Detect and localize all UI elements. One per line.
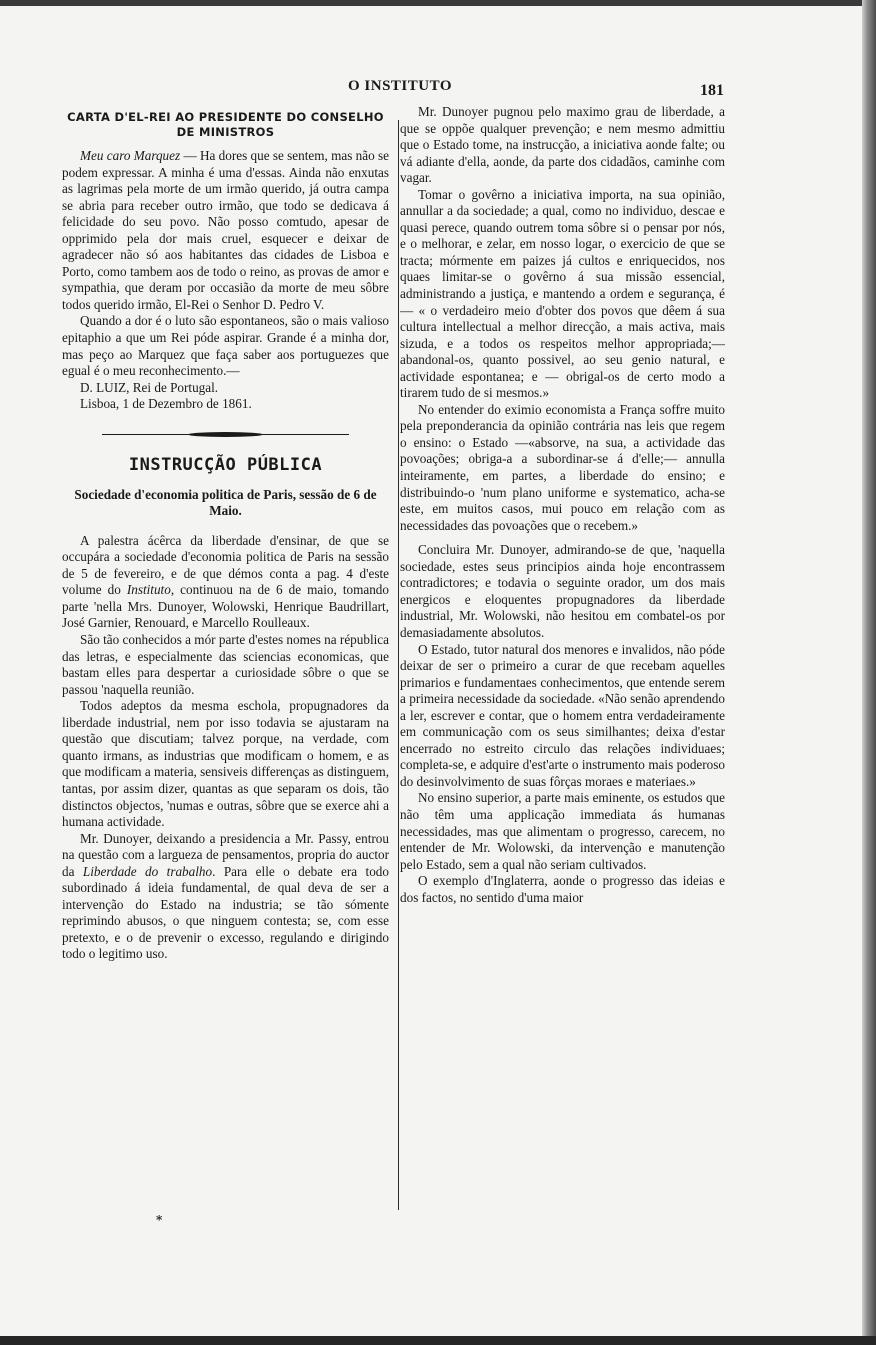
- journal-reference: Instituto: [126, 582, 171, 598]
- article-paragraph: [62, 533, 389, 632]
- article-text: . Para elle o debate era todo subordinado á ideia fundamental, de qual deva de ser a intervenção do Estado na industria; se tão sómente reprimindo abusos, o que ninguem contesta; se, com esse pretexto, e o de prevenir o excesso, regulando e dirigindo todo o legitimo uso.: [62, 863, 389, 962]
- section-subheading: Sociedade d'economia politica de Paris, sessão de 6 de Maio.: [74, 486, 377, 518]
- article-paragraph: O Estado, tutor natural dos menores e invalidos, não póde deixar de ser o primeiro a curar de que recebam aquelles primarios e fundamentaes conhecimentos, que entende serem a primeira necessidade da sociedade. «Não senão aprendendo a ler, escrever e contar, que o homem entra verdadeiramente em communicação com os seus similhantes; deixa d'estar encerrado no estreito circulo das relações individuaes; completa-se, e adquire d'est'arte o instrumento mais poderoso do desinvolvimento de suas fôrças moraes e materiaes.»: [400, 641, 725, 789]
- letter-paragraph: Quando a dor é o luto são espontaneos, são o mais valioso epitaphio a que um Rei póde aspirar. Grande é a minha dor, mas peço ao Marquez que faça saber aos portuguezes que egual é o meu reconhecimento.—: [62, 313, 389, 379]
- article-paragraph: Concluira Mr. Dunoyer, admirando-se de que, 'naquella sociedade, estes seus principios ainda hoje encontrassem contradictores; e todavia o seguinte orador, um dos mais energicos e eloquentes propugnadores da liberdade industrial, Mr. Wolowski, não hesitou em combatel-os por demasiadamente absolutos.: [400, 542, 725, 640]
- article-paragraph: O exemplo d'Inglaterra, aonde o progresso das ideias e dos factos, no sentido d'uma maior: [400, 873, 725, 905]
- ornament-divider: [102, 429, 349, 441]
- article-paragraph: Todos adeptos da mesma eschola, propugnadores da liberdade industrial, nem por isso todavia se ajustaram na questão que discutiam; talvez porque, na verdade, com quanto irmans, as industrias que modificam o homem, e as que modificam a materia, sensiveis differenças as distinguem, tantas, por assim dizer, quantas as que separam os dois, tão distinctos objectos, 'numas e outras, sôbre que se exerce ahi a humana actividade.: [62, 698, 389, 830]
- section-heading: INSTRUCÇÃO PÚBLICA: [128, 454, 323, 475]
- letter-heading: CARTA D'EL-REI AO PRESIDENTE DO CONSELHO DE MINISTROS: [67, 110, 384, 139]
- footer-mark: *: [156, 1213, 163, 1227]
- right-column: [400, 104, 725, 1224]
- letter-salutation: Meu caro Marquez: [80, 148, 181, 163]
- left-column: [62, 104, 389, 1229]
- page-bottom-edge: [0, 1336, 876, 1345]
- page-number: 181: [700, 82, 724, 99]
- paragraph-gap: [400, 534, 725, 542]
- letter-body-text: — Ha dores que se sentem, mas não se podem expressar. A minha é uma d'essas. Ainda não enxutas as lagrimas pela morte de um irmão querido, já outra campa se abria para receber outro irmão, que todo se dedicava á felicidade do seu povo. Não posso comtudo, apesar de opprimido pela dor mais cruel, esquecer e deixar de agradecer não só aos habitantes das cidades de Lisboa e Porto, como tambem aos de todo o reino, as provas de amor e sympathia, que deram por occasião da morte de meu sôbre todos querido irmão, El-Rei o Senhor D. Pedro V.: [62, 148, 389, 312]
- page-binding-edge: [862, 0, 876, 1345]
- book-title-reference: Liberdade do trabalho: [82, 863, 213, 879]
- article-paragraph: [62, 831, 389, 963]
- running-head: [0, 78, 862, 98]
- article-paragraph: No ensino superior, a parte mais eminente, os estudos que não têm uma applicação immediata ás humanas necessidades, mas que alimentam o progresso, carecem, no entender de Mr. Wolowski, da intervenção e manutenção pelo Estado, sem a qual não seriam cultivados.: [400, 790, 725, 872]
- article-paragraph: No entender do eximio economista a França soffre muito pela preponderancia da opinião contrária nas leis que regem o ensino: o Estado —«absorve, na sua, a actividade das povoações; obriga-a a subordinar-se á d'elle;— annulla inteiramente, em partes, a liberdade do ensino; e distribuindo-o 'num plano uniforme e systematico, acha-se este, em muitos casos, mui pouco em relação com as necessidades das povoações que o recebem.»: [400, 401, 725, 533]
- journal-title: O INSTITUTO: [347, 78, 452, 94]
- column-divider: [398, 120, 399, 1210]
- article-paragraph: Tomar o govêrno a iniciativa importa, na sua opinião, annullar a da sociedade; a qual, como no individuo, descae e quasi perece, quando outrem toma sôbre si o pensar por nós, e o melhorar, e zelar, em nosso logar, o exercicio de que se tracta; mórmente em paizes já cultos e enriquecidos, nos quaes limitar-se o govêrno á sua missão essencial, administrando a justiça, e mantendo a ordem e segurança, é — « o verdadeiro meio d'obter dos povos que dêem á sua cultura intellectual a melhor direcção, a mais activa, mais sizuda, e a todos os respeitos melhor appropriada;— abandonal-os, quanto possivel, ao seu genio natural, e actividade espontanea; e — obrigal-os de certo modo a tirarem tudo de si mesmos.»: [400, 186, 725, 401]
- article-paragraph: São tão conhecidos a mór parte d'estes nomes na républica das letras, e especialmente das sciencias economicas, que bastam elles para despertar a curiosidade sôbre o que se passou 'naquella reunião.: [62, 632, 389, 697]
- article-text: , continuou na de 6 de maio, tomando parte 'nella Mrs. Dunoyer, Wolowski, Henrique Baudrillart, José Garnier, Renouard, e Marcello Roulleaux.: [62, 582, 389, 631]
- article-text: A palestra ácêrca da liberdade d'ensinar, de que se occupára a sociedade d'economia politica de Paris na sessão de 5 de fevereiro, e de que démos conta a pag. 4 d'este volume do: [62, 532, 389, 598]
- article-paragraph: Mr. Dunoyer pugnou pelo maximo grau de liberdade, a que se oppõe qualquer prevenção; e nem mesmo admittiu que o Estado tome, na instrucção, a iniciativa aonde falte; ou vá adiante d'ella, aonde, da parte dos cidadãos, caminhe com vagar.: [400, 104, 725, 186]
- letter-signature: D. LUIZ, Rei de Portugal.: [80, 379, 219, 395]
- article-text: Mr. Dunoyer, deixando a presidencia a Mr. Passy, entrou na questão com a largueza de pensamentos, propria do auctor da: [62, 830, 389, 879]
- letter-paragraph: [62, 148, 389, 313]
- letter-dateline: Lisboa, 1 de Dezembro de 1861.: [80, 396, 252, 412]
